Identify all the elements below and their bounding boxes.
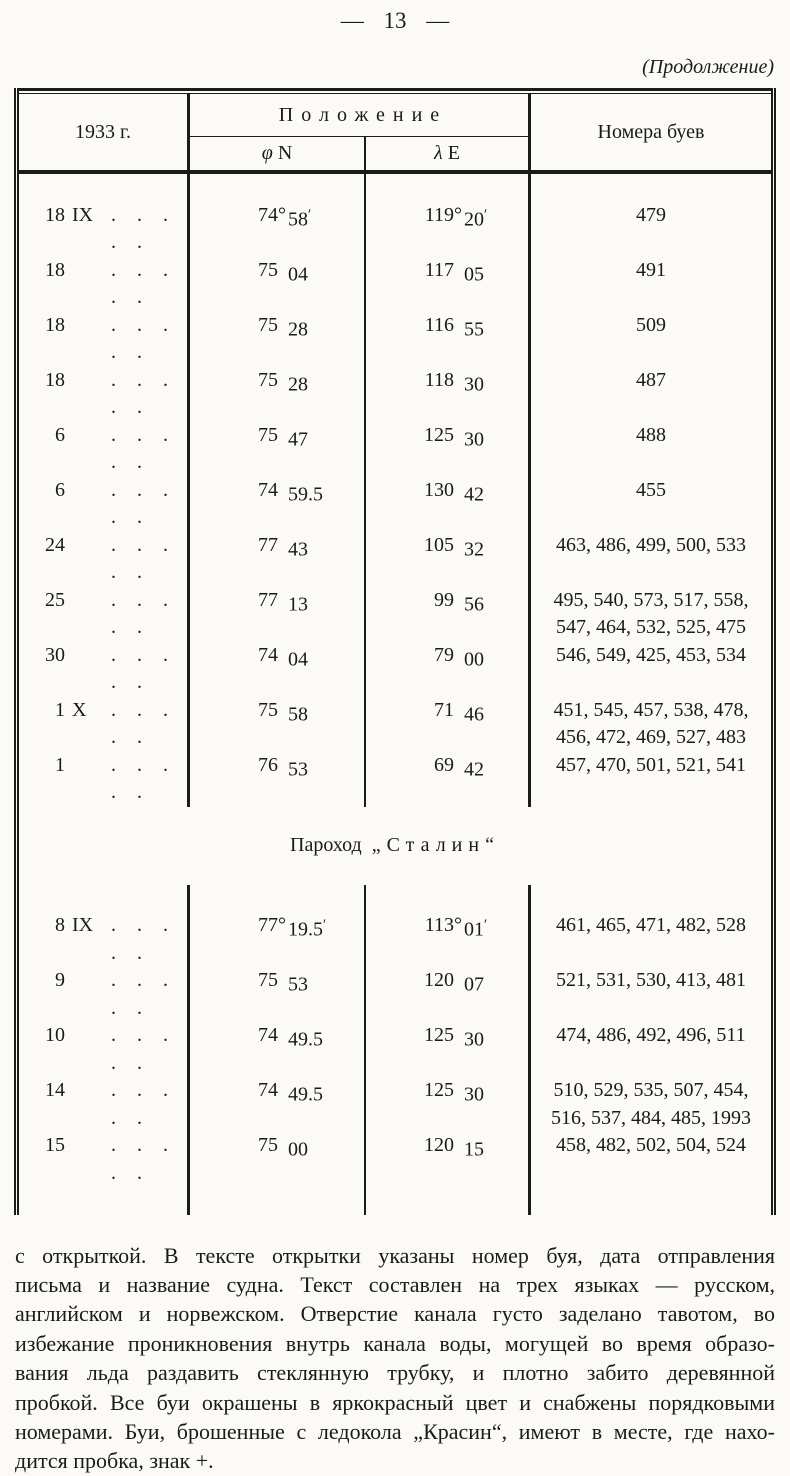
paragraph-line: номерами. Буи, брошенные с ледокола „Красин“, имеют в месте, где нахо- bbox=[15, 1418, 775, 1444]
buoy-numbers: 509 bbox=[636, 313, 666, 336]
table-row bbox=[19, 697, 771, 752]
lon-min: 42 bbox=[464, 757, 484, 780]
lat-cell bbox=[190, 697, 366, 752]
buoy-numbers: 479 bbox=[636, 203, 666, 226]
lat-deg: 75 bbox=[258, 698, 278, 721]
buoy-numbers: 491 bbox=[636, 258, 666, 281]
date-day: 6 bbox=[55, 423, 65, 446]
date-day: 18 bbox=[45, 313, 65, 336]
buoys-cell bbox=[531, 257, 771, 312]
lon-min: 05 bbox=[464, 262, 484, 285]
lat-min: 19.5 bbox=[288, 918, 323, 941]
date-day: 6 bbox=[55, 478, 65, 501]
buoy-numbers: 495, 540, 573, 517, 558, bbox=[553, 588, 749, 611]
lat-deg: 75 bbox=[258, 1134, 278, 1156]
buoys-cell bbox=[531, 532, 771, 587]
date-cell bbox=[19, 1132, 190, 1187]
buoys-cell bbox=[531, 312, 771, 367]
table-row bbox=[19, 312, 771, 367]
lon-min: 20 bbox=[464, 207, 484, 230]
column-latitude bbox=[190, 137, 366, 170]
lon-min: 56 bbox=[464, 592, 484, 615]
buoys-cell bbox=[531, 967, 771, 1022]
lat-cell bbox=[190, 587, 366, 642]
date-day: 9 bbox=[55, 969, 65, 991]
date-cell bbox=[19, 312, 190, 367]
lat-cell bbox=[190, 312, 366, 367]
date-cell bbox=[19, 752, 190, 807]
section-title-stalin bbox=[19, 807, 771, 885]
position-label: Положение bbox=[278, 103, 448, 126]
lon-min: 55 bbox=[464, 317, 484, 340]
date-month bbox=[65, 367, 101, 422]
buoy-numbers: 458, 482, 502, 504, 524 bbox=[556, 1134, 746, 1156]
date-month bbox=[65, 1132, 101, 1187]
paragraph-line: избежание проникновения внутрь канала воды, могущей во время образо- bbox=[15, 1330, 775, 1356]
phi-symbol: φ bbox=[261, 142, 273, 164]
date-day: 24 bbox=[45, 533, 65, 556]
date-month bbox=[65, 1077, 101, 1132]
paragraph-line: дится пробка, знак +. bbox=[15, 1448, 214, 1474]
lat-min: 59.5 bbox=[288, 482, 323, 505]
lon-cell: 113° 01′ bbox=[366, 912, 531, 967]
buoy-numbers: 455 bbox=[636, 478, 666, 501]
lat-deg: 75 bbox=[258, 313, 278, 336]
buoys-cell bbox=[531, 697, 771, 752]
lat-min: 53 bbox=[288, 973, 308, 996]
date-month bbox=[65, 967, 101, 1022]
leader-dots: . . . . . bbox=[111, 203, 169, 253]
table-row bbox=[19, 367, 771, 422]
lon-deg: 69 bbox=[434, 753, 454, 776]
buoy-numbers: 463, 486, 499, 500, 533 bbox=[556, 533, 746, 556]
lon-min: 30 bbox=[464, 1028, 484, 1051]
lon-min: 15 bbox=[464, 1138, 484, 1161]
lon-deg: 118 bbox=[424, 368, 454, 391]
lon-min: 07 bbox=[464, 973, 484, 996]
lon-cell bbox=[366, 697, 531, 752]
lon-cell bbox=[366, 477, 531, 532]
lat-min: 13 bbox=[288, 592, 308, 615]
lat-deg: 74 bbox=[258, 1079, 278, 1101]
lon-min: 30 bbox=[464, 1083, 484, 1106]
lon-deg: 125 bbox=[424, 1024, 454, 1046]
lambda-symbol: λ bbox=[434, 142, 443, 164]
buoy-numbers: 461, 465, 471, 482, 528 bbox=[556, 914, 746, 936]
lon-min: 01 bbox=[464, 918, 484, 941]
date-month bbox=[65, 477, 101, 532]
table-row bbox=[19, 1132, 771, 1187]
buoy-numbers-continued: 516, 537, 484, 485, 1993 bbox=[551, 1106, 751, 1129]
lat-cell bbox=[190, 642, 366, 697]
date-month bbox=[65, 752, 101, 807]
lon-deg: 113 bbox=[424, 914, 454, 936]
leader-dots: . . . . . bbox=[111, 969, 169, 1019]
lat-min: 58 bbox=[288, 207, 308, 230]
lon-cell: 119° 20′ bbox=[366, 202, 531, 257]
table-row bbox=[19, 257, 771, 312]
date-cell bbox=[19, 1077, 190, 1132]
lat-deg: 74 bbox=[258, 203, 278, 226]
prime-sign: ′ bbox=[484, 917, 488, 933]
lat-cell bbox=[190, 532, 366, 587]
date-month bbox=[65, 587, 101, 642]
lon-min: 42 bbox=[464, 482, 484, 505]
lat-deg: 75 bbox=[258, 368, 278, 391]
year-label: 1933 г. bbox=[75, 120, 131, 143]
leader-dots: . . . . . bbox=[111, 753, 169, 803]
lon-deg: 125 bbox=[424, 423, 454, 446]
prime-sign: ′ bbox=[308, 206, 312, 223]
lat-cell: 77° 19.5′ bbox=[190, 912, 366, 967]
lat-min: 43 bbox=[288, 537, 308, 560]
table-spacer bbox=[19, 1187, 771, 1215]
buoys-cell bbox=[531, 367, 771, 422]
column-year bbox=[19, 94, 190, 170]
buoy-numbers: 457, 470, 501, 521, 541 bbox=[556, 753, 746, 776]
date-day: 18 bbox=[45, 368, 65, 391]
prime-sign: ′ bbox=[323, 917, 327, 933]
buoy-numbers: 451, 545, 457, 538, 478, bbox=[553, 698, 749, 721]
section-title-ship-name: „Сталин“ bbox=[371, 834, 500, 856]
date-month bbox=[65, 312, 101, 367]
lat-cell bbox=[190, 477, 366, 532]
lat-deg: 77 bbox=[258, 588, 278, 611]
buoys-cell bbox=[531, 752, 771, 807]
lon-deg: 120 bbox=[424, 969, 454, 991]
date-month: IX bbox=[72, 203, 94, 226]
lon-cell bbox=[366, 422, 531, 477]
lat-deg: 75 bbox=[258, 423, 278, 446]
lat-min: 28 bbox=[288, 317, 308, 340]
date-cell bbox=[19, 422, 190, 477]
leader-dots: . . . . . bbox=[111, 258, 169, 308]
date-day: 1 bbox=[55, 753, 65, 776]
continuation-note: (Продолжение) bbox=[642, 56, 774, 78]
date-day: 1 bbox=[55, 698, 65, 721]
table-row bbox=[19, 967, 771, 1022]
leader-dots: . . . . . bbox=[111, 1024, 169, 1074]
lat-deg: 74 bbox=[258, 478, 278, 501]
lon-deg: 79 bbox=[434, 643, 454, 666]
lat-deg: 75 bbox=[258, 258, 278, 281]
leader-dots: . . . . . bbox=[111, 698, 169, 748]
leader-dots: . . . . . bbox=[111, 423, 169, 473]
lat-cell bbox=[190, 367, 366, 422]
buoy-table bbox=[14, 88, 776, 1215]
lon-cell bbox=[366, 1022, 531, 1077]
lat-min: 00 bbox=[288, 1138, 308, 1161]
lat-deg: 77 bbox=[258, 914, 278, 936]
paragraph-line: английском и норвежском. Отверстие канала густо заделано тавотом, во bbox=[15, 1301, 775, 1327]
buoy-numbers-continued: 456, 472, 469, 527, 483 bbox=[556, 726, 746, 748]
paragraph-line: с открыткой. В тексте открытки указаны номер буя, дата отправления bbox=[15, 1242, 775, 1268]
lat-cell bbox=[190, 1077, 366, 1132]
date-cell bbox=[19, 967, 190, 1022]
table-row bbox=[19, 1022, 771, 1077]
body-paragraph bbox=[15, 1241, 775, 1476]
buoy-numbers: 521, 531, 530, 413, 481 bbox=[556, 969, 746, 991]
lon-cell bbox=[366, 587, 531, 642]
date-cell bbox=[19, 697, 190, 752]
date-day: 25 bbox=[45, 588, 65, 611]
date-cell bbox=[19, 532, 190, 587]
buoy-numbers-continued: 547, 464, 532, 525, 475 bbox=[556, 616, 746, 638]
lon-cell bbox=[366, 312, 531, 367]
lat-min: 49.5 bbox=[288, 1028, 323, 1051]
table-row bbox=[19, 477, 771, 532]
position-subheader bbox=[190, 137, 528, 170]
table-spacer bbox=[19, 885, 771, 913]
lon-deg: 116 bbox=[424, 313, 454, 336]
lon-cell bbox=[366, 1077, 531, 1132]
table-body-krasin bbox=[19, 174, 771, 807]
date-cell bbox=[19, 257, 190, 312]
lon-deg: 120 bbox=[424, 1134, 454, 1156]
lon-deg: 99 bbox=[434, 588, 454, 611]
date-month: IX bbox=[72, 914, 94, 936]
date-month bbox=[65, 422, 101, 477]
date-month bbox=[65, 1022, 101, 1077]
buoy-numbers: 510, 529, 535, 507, 454, bbox=[553, 1079, 749, 1101]
buoy-numbers: 487 bbox=[636, 368, 666, 391]
lat-deg: 76 bbox=[258, 753, 278, 776]
lon-cell bbox=[366, 257, 531, 312]
lat-deg: 74 bbox=[258, 1024, 278, 1046]
date-day: 30 bbox=[45, 643, 65, 666]
lon-min: 46 bbox=[464, 702, 484, 725]
lon-cell bbox=[366, 967, 531, 1022]
leader-dots: . . . . . bbox=[111, 478, 169, 528]
lat-deg: 74 bbox=[258, 643, 278, 666]
lat-min: 04 bbox=[288, 262, 308, 285]
buoys-cell bbox=[531, 422, 771, 477]
table-row bbox=[19, 202, 771, 257]
leader-dots: . . . . . bbox=[111, 1079, 169, 1129]
lat-min: 28 bbox=[288, 372, 308, 395]
lat-cell bbox=[190, 752, 366, 807]
lat-cell bbox=[190, 967, 366, 1022]
lat-cell: 74° 58′ bbox=[190, 202, 366, 257]
lon-min: 30 bbox=[464, 427, 484, 450]
buoys-cell bbox=[531, 202, 771, 257]
lat-min: 47 bbox=[288, 427, 308, 450]
date-day: 8 bbox=[55, 914, 65, 936]
table-row bbox=[19, 1077, 771, 1132]
leader-dots: . . . . . bbox=[111, 533, 169, 583]
table-row bbox=[19, 642, 771, 697]
leader-dots: . . . . . bbox=[111, 368, 169, 418]
table-spacer bbox=[19, 174, 771, 202]
lat-min: 04 bbox=[288, 647, 308, 670]
lon-deg: 125 bbox=[424, 1079, 454, 1101]
section-title-word: Пароход bbox=[290, 834, 362, 856]
table-top-rule bbox=[19, 88, 771, 91]
buoy-numbers: 474, 486, 492, 496, 511 bbox=[556, 1024, 746, 1046]
leader-dots: . . . . . bbox=[111, 313, 169, 363]
lat-cell bbox=[190, 257, 366, 312]
date-month bbox=[65, 642, 101, 697]
column-buoy-numbers bbox=[531, 94, 771, 170]
buoys-cell bbox=[531, 642, 771, 697]
lon-hemisphere: E bbox=[447, 142, 460, 164]
lon-min: 00 bbox=[464, 647, 484, 670]
lat-deg: 75 bbox=[258, 969, 278, 991]
lat-min: 49.5 bbox=[288, 1083, 323, 1106]
lat-min: 58 bbox=[288, 702, 308, 725]
lat-cell bbox=[190, 422, 366, 477]
leader-dots: . . . . . bbox=[111, 588, 169, 638]
date-month: X bbox=[72, 698, 87, 721]
lat-cell bbox=[190, 1022, 366, 1077]
buoys-label: Номера буев bbox=[597, 120, 705, 143]
lon-deg: 130 bbox=[424, 478, 454, 501]
prime-sign: ′ bbox=[484, 206, 488, 223]
table-row bbox=[19, 532, 771, 587]
lat-hemisphere: N bbox=[277, 142, 293, 164]
date-cell bbox=[19, 477, 190, 532]
lon-min: 30 bbox=[464, 372, 484, 395]
date-month bbox=[65, 257, 101, 312]
date-cell bbox=[19, 642, 190, 697]
table-row bbox=[19, 422, 771, 477]
lon-cell bbox=[366, 532, 531, 587]
buoys-cell bbox=[531, 1077, 771, 1132]
paragraph-line: письма и название судна. Текст составлен на трех языках — русском, bbox=[15, 1271, 775, 1297]
table-header bbox=[19, 94, 771, 174]
buoy-numbers: 488 bbox=[636, 423, 666, 446]
date-day: 18 bbox=[45, 258, 65, 281]
lat-deg: 77 bbox=[258, 533, 278, 556]
column-position-group bbox=[190, 94, 531, 170]
date-cell bbox=[19, 202, 190, 257]
leader-dots: . . . . . bbox=[111, 914, 169, 964]
date-day: 10 bbox=[45, 1024, 65, 1046]
date-month bbox=[65, 532, 101, 587]
lat-cell bbox=[190, 1132, 366, 1187]
paragraph-line: вания льда раздавить стеклянную трубку, и плотно забито деревянной bbox=[15, 1360, 775, 1386]
date-cell bbox=[19, 587, 190, 642]
lon-cell bbox=[366, 752, 531, 807]
lon-deg: 119 bbox=[424, 203, 454, 226]
table-row bbox=[19, 752, 771, 807]
lon-min: 32 bbox=[464, 537, 484, 560]
paragraph-line: пробкой. Все буи окрашены в яркокрасный цвет и снабжены порядковыми bbox=[15, 1389, 775, 1415]
date-cell bbox=[19, 367, 190, 422]
lat-min: 53 bbox=[288, 757, 308, 780]
leader-dots: . . . . . bbox=[111, 1134, 169, 1184]
table-row bbox=[19, 587, 771, 642]
lon-deg: 71 bbox=[434, 698, 454, 721]
lon-cell bbox=[366, 1132, 531, 1187]
buoys-cell bbox=[531, 912, 771, 967]
lon-deg: 117 bbox=[424, 258, 454, 281]
date-day: 15 bbox=[45, 1134, 65, 1156]
lon-deg: 105 bbox=[424, 533, 454, 556]
column-longitude bbox=[366, 137, 528, 170]
table-body-stalin bbox=[19, 885, 771, 1215]
lon-cell bbox=[366, 642, 531, 697]
date-day: 18 bbox=[45, 203, 65, 226]
buoys-cell bbox=[531, 1132, 771, 1187]
date-cell bbox=[19, 912, 190, 967]
leader-dots: . . . . . bbox=[111, 643, 169, 693]
lon-cell bbox=[366, 367, 531, 422]
buoy-numbers: 546, 549, 425, 453, 534 bbox=[556, 643, 746, 666]
buoys-cell bbox=[531, 1022, 771, 1077]
buoys-cell bbox=[531, 477, 771, 532]
page-number: — 13 — bbox=[340, 8, 450, 33]
table-row bbox=[19, 912, 771, 967]
date-day: 14 bbox=[45, 1079, 65, 1101]
date-cell bbox=[19, 1022, 190, 1077]
buoys-cell bbox=[531, 587, 771, 642]
